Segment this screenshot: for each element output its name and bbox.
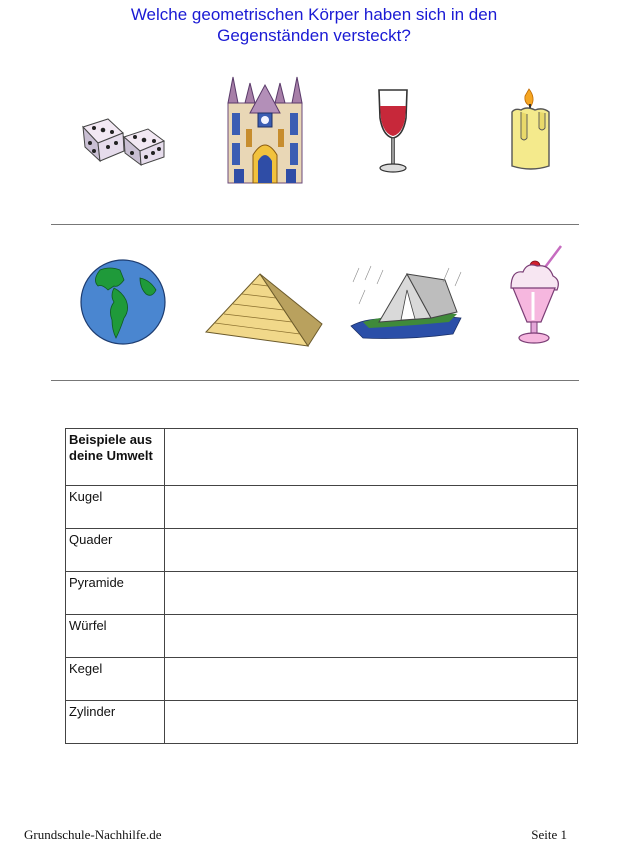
answer-cell-header[interactable] xyxy=(165,429,578,486)
dice-icon xyxy=(78,115,168,167)
title-line-1: Welche geometrischen Körper haben sich in den xyxy=(130,5,498,24)
answer-cell-wuerfel[interactable] xyxy=(165,615,578,658)
footer-page-number: Seite 1 xyxy=(531,827,567,842)
shape-label-zylinder: Zylinder xyxy=(66,701,165,744)
table-header-cell: Beispiele aus deine Umwelt xyxy=(66,429,165,486)
answer-cell-kegel[interactable] xyxy=(165,658,578,701)
table-row xyxy=(66,701,578,744)
ice-cream-sundae-icon xyxy=(505,244,565,346)
footer-site: Grundschule-Nachhilfe.de xyxy=(24,827,162,842)
table-row xyxy=(66,572,578,615)
table-row xyxy=(66,615,578,658)
shape-label-quader: Quader xyxy=(66,529,165,572)
title-line-2: Gegenständen versteckt? xyxy=(217,26,411,45)
candle-icon xyxy=(505,86,555,172)
answer-cell-kugel[interactable] xyxy=(165,486,578,529)
table-header-row xyxy=(66,429,578,486)
examples-table xyxy=(65,428,578,744)
cathedral-icon xyxy=(220,73,310,185)
table-row xyxy=(66,529,578,572)
table-row xyxy=(66,486,578,529)
divider-line-1 xyxy=(51,224,579,225)
shape-label-wuerfel: Würfel xyxy=(66,615,165,658)
answer-cell-quader[interactable] xyxy=(165,529,578,572)
answer-cell-pyramide[interactable] xyxy=(165,572,578,615)
answer-cell-zylinder[interactable] xyxy=(165,701,578,744)
pyramid-icon xyxy=(204,272,324,350)
globe-icon xyxy=(78,258,168,346)
shape-label-kugel: Kugel xyxy=(66,486,165,529)
tent-icon xyxy=(349,264,467,340)
table-row xyxy=(66,658,578,701)
shape-label-kegel: Kegel xyxy=(66,658,165,701)
page-title xyxy=(0,4,628,46)
shape-label-pyramide: Pyramide xyxy=(66,572,165,615)
divider-line-2 xyxy=(51,380,579,381)
wine-glass-icon xyxy=(373,86,413,174)
